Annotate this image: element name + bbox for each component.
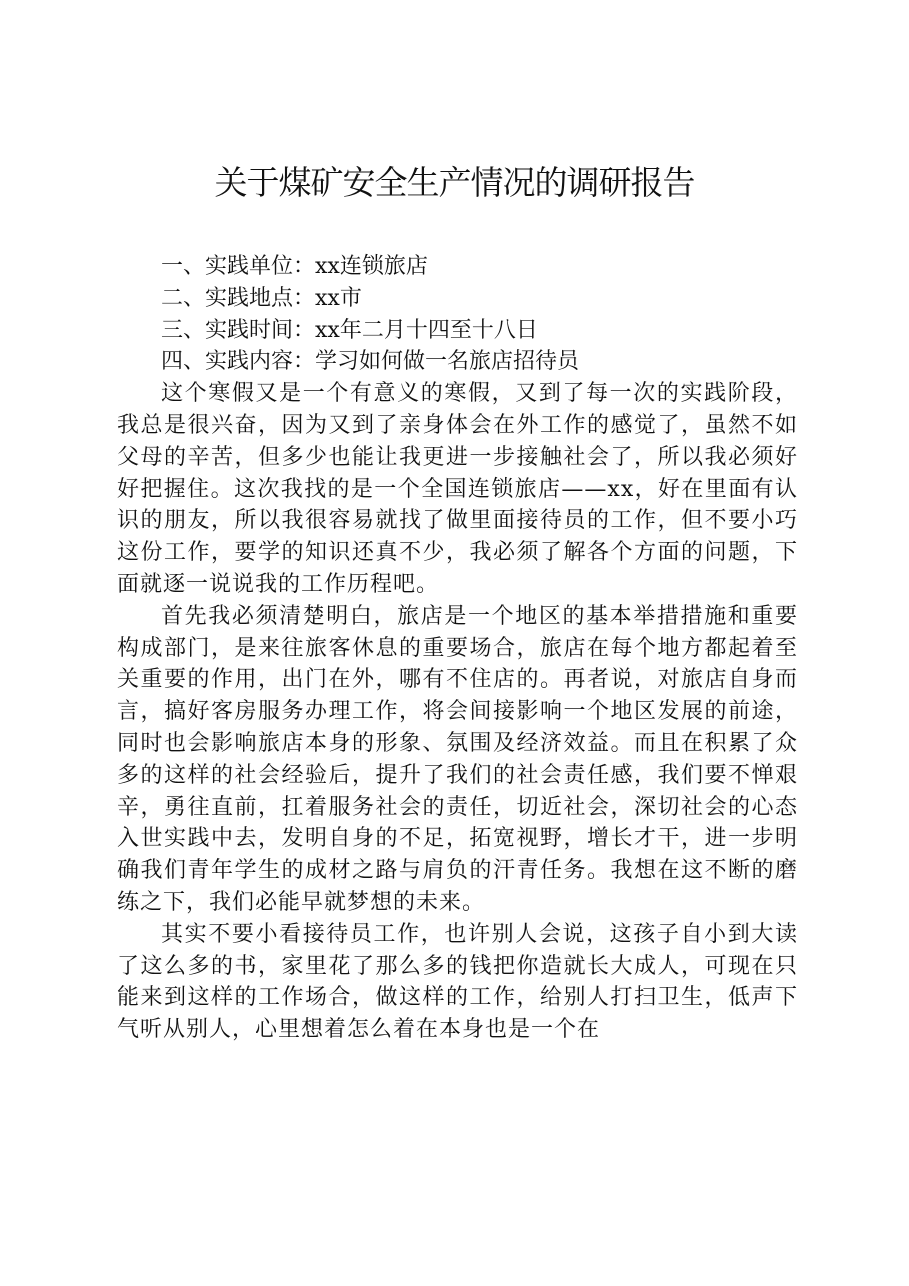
paragraph-understanding: 首先我必须清楚明白，旅店是一个地区的基本举措措施和重要构成部门，是来往旅客休息的重要场合，旅店在每个地方都起着至关重要的作用，出门在外，哪有不住店的。再者说，对旅店自身而言，搞好客房服务办理工作，将会间接影响一个地区发展的前途，同时也会影响旅店本身的形象、氛围及经济效益。而且在积累了众多的这样的社会经验后，提升了我们的社会责任感，我们要不惮艰辛，勇往直前，扛着服务社会的责任，切近社会，深切社会的心态入世实践中去，发明自身的不足，拓宽视野，增长才干，进一步明确我们青年学生的成材之路与肩负的汗青任务。我想在这不断的磨练之下，我们必能早就梦想的未来。 <box>117 603 798 915</box>
info-line-time: 三、实践时间：xx年二月十四至十八日 <box>161 317 538 343</box>
document-body <box>117 251 798 1046</box>
info-line-unit: 一、实践单位：xx连锁旅店 <box>161 254 428 279</box>
info-line-location: 二、实践地点：xx市 <box>161 285 362 311</box>
info-line-content: 四、实践内容：学习如何做一名旅店招待员 <box>161 349 580 375</box>
document-title: 关于煤矿安全生产情况的调研报告 <box>214 163 695 202</box>
paragraph-intro: 这个寒假又是一个有意义的寒假，又到了每一次的实践阶段，我总是很兴奋，因为又到了亲身体会在外工作的感觉了，虽然不如父母的辛苦，但多少也能让我更进一步接触社会了，所以我必须好好把握住。这次我找的是一个全国连锁旅店——xx，好在里面有认识的朋友，所以我很容易就找了做里面接待员的工作，但不要小巧这份工作，要学的知识还真不少，我必须了解各个方面的问题，下面就逐一说说我的工作历程吧。 <box>117 381 798 597</box>
paragraph-reception-work: 其实不要小看接待员工作，也许别人会说，这孩子自小到大读了这么多的书，家里花了那么多的钱把你造就长大成人，可现在只能来到这样的工作场合，做这样的工作，给别人打扫卫生，低声下气听从别人，心里想着怎么着在本身也是一个在 <box>117 921 798 1043</box>
